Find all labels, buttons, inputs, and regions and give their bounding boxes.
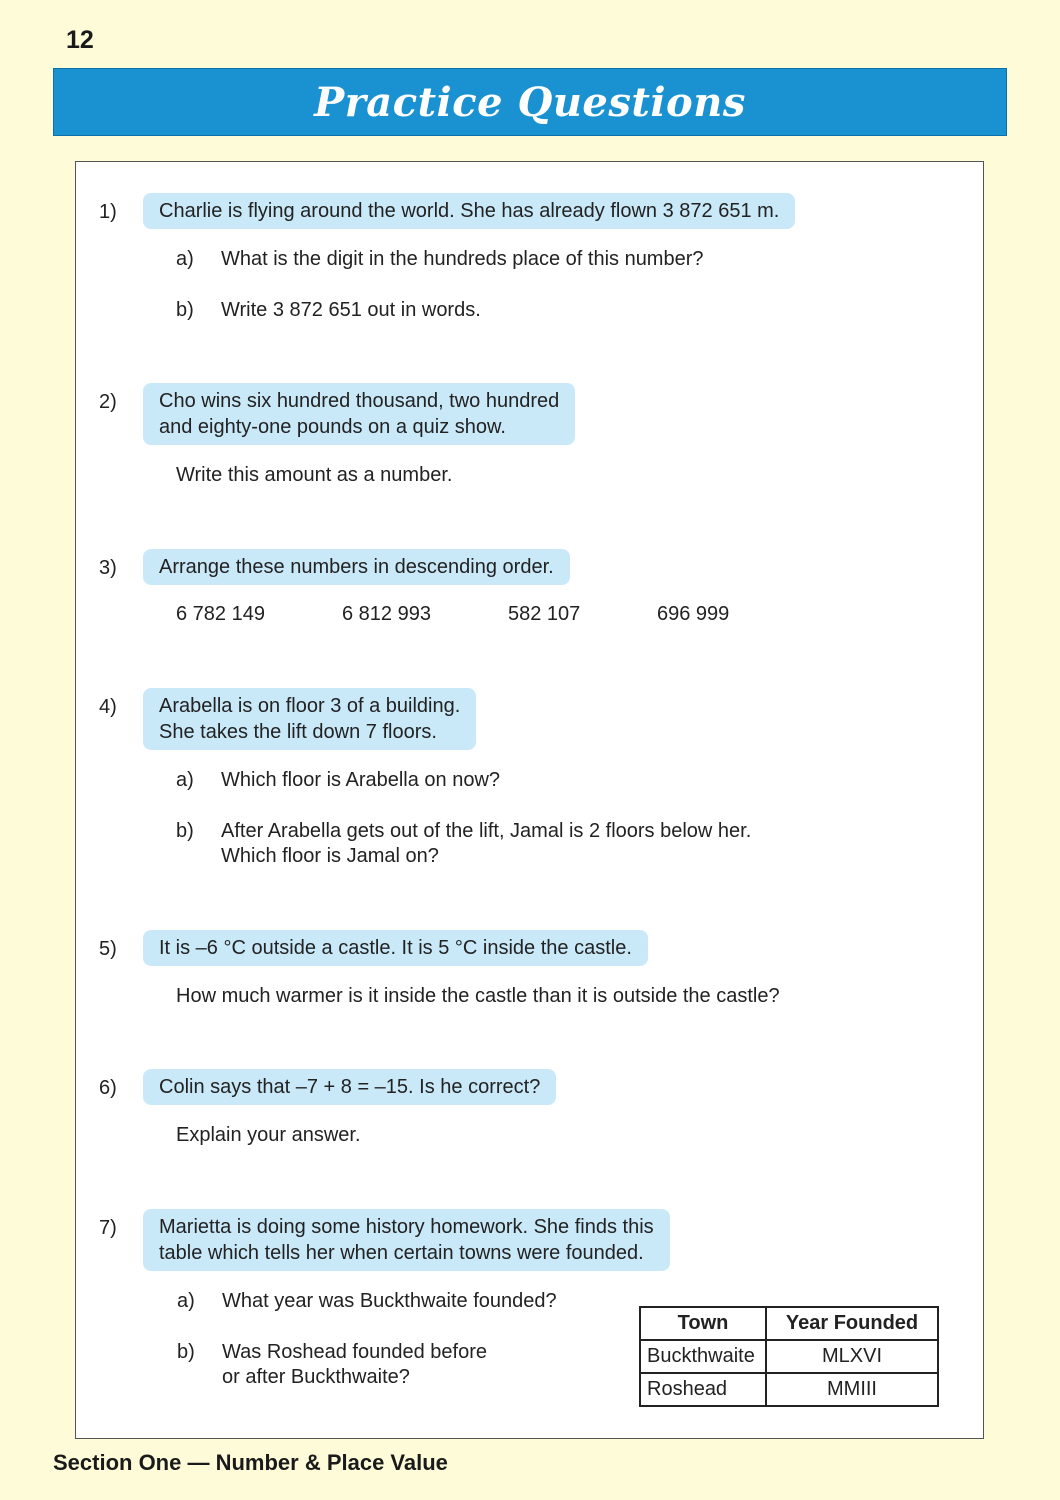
page-title: Practice Questions [314,78,746,126]
prompt-line: Colin says that –7 + 8 = –15. Is he correct? [159,1076,541,1098]
part-label: b) [176,820,194,842]
part-text [221,819,751,869]
year-cell: MLXVI [766,1340,938,1373]
prompt-line: Arrange these numbers in descending order. [159,556,554,578]
question-number: 4) [99,696,117,718]
prompt-line: Marietta is doing some history homework. She finds this [159,1216,654,1238]
number-option: 696 999 [657,603,730,625]
table-row [640,1373,938,1406]
questions-panel [75,161,984,1439]
prompt-line: Charlie is flying around the world. She has already flown 3 872 651 m. [159,200,780,222]
part-line: Was Roshead founded before [222,1341,487,1363]
town-cell: Buckthwaite [640,1340,766,1373]
number-option: 6 812 993 [342,603,431,625]
part-label: a) [176,248,194,270]
prompt-line: Cho wins six hundred thousand, two hundred [159,390,560,412]
part-line: Which floor is Jamal on? [221,845,439,867]
question-prompt [143,193,795,229]
part-text: Write 3 872 651 out in words. [221,299,481,321]
question-number: 2) [99,391,117,413]
question-instruction: Write this amount as a number. [176,464,453,486]
part-line: After Arabella gets out of the lift, Jamal is 2 floors below her. [221,820,752,842]
part-label: a) [177,1290,195,1312]
part-line: or after Buckthwaite? [222,1366,410,1388]
prompt-line: Arabella is on floor 3 of a building. [159,695,461,717]
towns-founded-table [639,1306,939,1407]
column-header-town: Town [640,1307,766,1340]
question-instruction: How much warmer is it inside the castle than it is outside the castle? [176,985,780,1007]
question-prompt [143,930,648,966]
year-cell: MMIII [766,1373,938,1406]
question-number: 6) [99,1077,117,1099]
part-label: b) [176,299,194,321]
table-header-row [640,1307,938,1340]
column-header-year: Year Founded [766,1307,938,1340]
table-row [640,1340,938,1373]
question-number: 3) [99,557,117,579]
part-text [222,1340,487,1390]
question-number: 5) [99,938,117,960]
part-label: a) [176,769,194,791]
section-footer: Section One — Number & Place Value [53,1450,448,1475]
prompt-line: She takes the lift down 7 floors. [159,721,437,743]
prompt-line: and eighty-one pounds on a quiz show. [159,416,506,438]
part-label: b) [177,1341,195,1363]
part-text: What year was Buckthwaite founded? [222,1290,557,1312]
title-banner [53,68,1007,136]
question-number: 7) [99,1217,117,1239]
question-prompt [143,1209,670,1271]
prompt-line: table which tells her when certain towns were founded. [159,1242,644,1264]
prompt-line: It is –6 °C outside a castle. It is 5 °C inside the castle. [159,937,632,959]
number-option: 6 782 149 [176,603,265,625]
question-instruction: Explain your answer. [176,1124,361,1146]
question-number: 1) [99,201,117,223]
question-prompt [143,1069,556,1105]
part-text: What is the digit in the hundreds place of this number? [221,248,704,270]
question-prompt [143,383,575,445]
question-prompt [143,549,570,585]
page-number: 12 [66,26,94,54]
number-option: 582 107 [508,603,581,625]
question-prompt [143,688,476,750]
part-text: Which floor is Arabella on now? [221,769,501,791]
town-cell: Roshead [640,1373,766,1406]
